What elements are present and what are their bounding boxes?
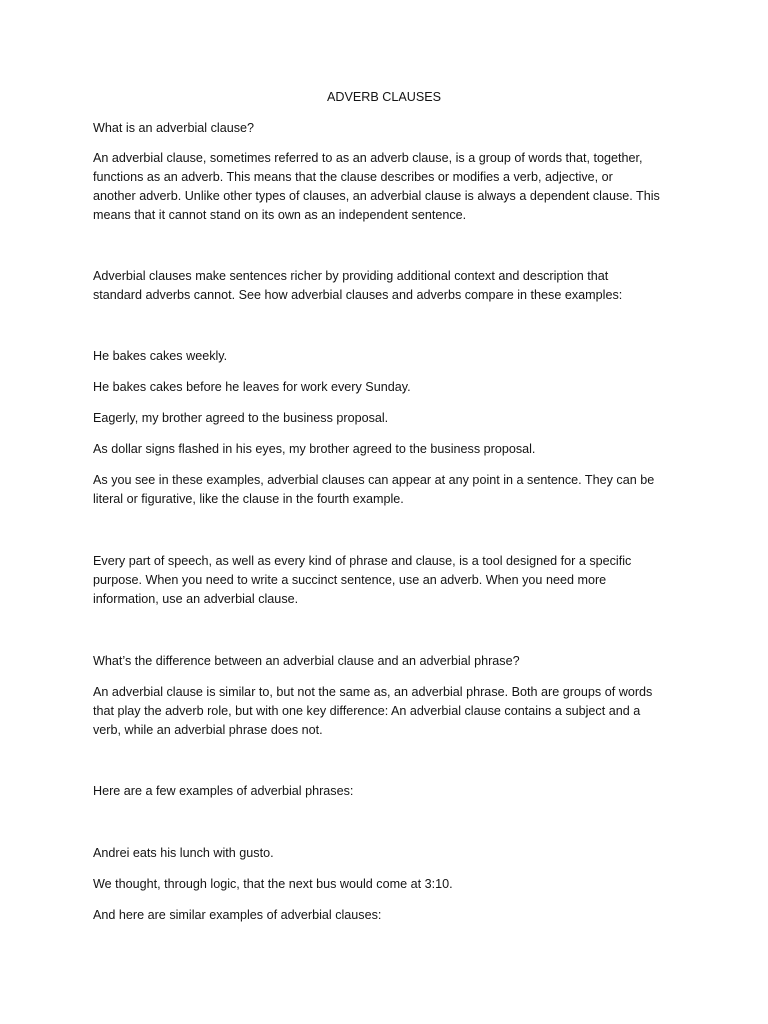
example-sentence: As dollar signs flashed in his eyes, my brother agreed to the business proposal. [93,442,536,456]
example-sentence: Andrei eats his lunch with gusto. [93,846,274,860]
section-question: What’s the difference between an adverbial clause and an adverbial phrase? [93,654,520,668]
paragraph-line: And here are similar examples of adverbial clauses: [93,908,382,922]
paragraph-line: An adverbial clause is similar to, but not the same as, an adverbial phrase. Both are groups of words [93,685,653,699]
paragraph-line: An adverbial clause, sometimes referred to as an adverb clause, is a group of words that, together, [93,151,643,165]
example-sentence: He bakes cakes weekly. [93,349,228,363]
example-sentence: Eagerly, my brother agreed to the business proposal. [93,411,389,425]
paragraph-line: means that it cannot stand on its own as an independent sentence. [93,208,467,222]
paragraph-line: that play the adverb role, but with one key difference: An adverbial clause contains a subject and a [93,704,641,718]
paragraph-line: information, use an adverbial clause. [93,592,299,606]
paragraph-line: Here are a few examples of adverbial phrases: [93,784,354,798]
paragraph-line: verb, while an adverbial phrase does not. [93,723,323,737]
paragraph-line: another adverb. Unlike other types of clauses, an adverbial clause is always a dependent clause. This [93,189,660,203]
paragraph-line: standard adverbs cannot. See how adverbial clauses and adverbs compare in these examples: [93,288,623,302]
example-sentence: He bakes cakes before he leaves for work every Sunday. [93,380,411,394]
paragraph-line: As you see in these examples, adverbial clauses can appear at any point in a sentence. They can be [93,473,655,487]
paragraph-line: Every part of speech, as well as every kind of phrase and clause, is a tool designed for a specific [93,554,632,568]
paragraph-line: purpose. When you need to write a succinct sentence, use an adverb. When you need more [93,573,607,587]
example-sentence: We thought, through logic, that the next bus would come at 3:10. [93,877,453,891]
paragraph-line: functions as an adverb. This means that the clause describes or modifies a verb, adjective, or [93,170,613,184]
document-title: ADVERB CLAUSES [326,90,442,104]
paragraph-line: Adverbial clauses make sentences richer by providing additional context and description that [93,269,609,283]
section-question: What is an adverbial clause? [93,121,255,135]
paragraph-line: literal or figurative, like the clause in the fourth example. [93,492,404,506]
